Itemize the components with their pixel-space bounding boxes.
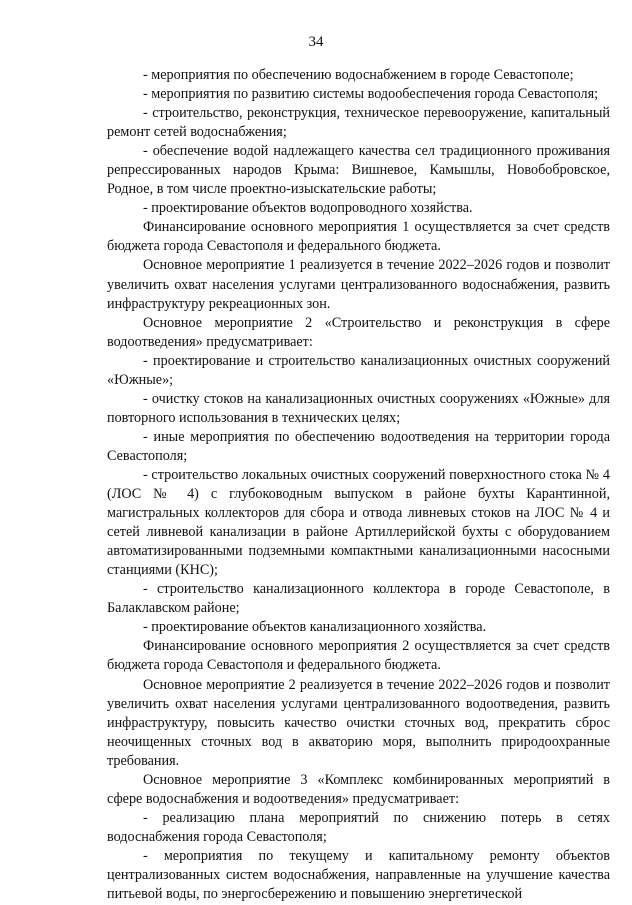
list-item: - мероприятия по обеспечению водоснабжением в городе Севастополе; — [143, 67, 574, 83]
document-body — [107, 66, 610, 904]
list-item: - реализацию плана мероприятий по снижению потерь в сетях водоснабжения города Севастополя; — [107, 809, 610, 845]
list-item: - строительство канализационного коллектора в городе Севастополе, в Балаклавском районе; — [107, 581, 610, 617]
paragraph: Основное мероприятие 1 реализуется в течение 2022–2026 годов и позволит увеличить охват населения услугами централизованного водоснабжения, развить инфраструктуру рекреационных зон. — [107, 257, 610, 312]
list-item: - очистку стоков на канализационных очистных сооружениях «Южные» для повторного использования в технических целях; — [107, 390, 610, 426]
page-number: 34 — [308, 34, 324, 50]
paragraph: Основное мероприятие 2 «Строительство и реконструкция в сфере водоотведения» предусматривает: — [107, 314, 610, 350]
list-item: - строительство локальных очистных сооружений поверхностного стока № 4 (ЛОС № 4) с глубоководным выпуском в районе бухты Карантинной, магистральных коллекторов для сбора и отвода ливневых стоков на ЛОС № 4 и сетей ливневой канализации в районе Артиллерийской бухты с оборудованием автоматизированными подземными компактными канализационными насосными станциями (КНС); — [107, 466, 610, 579]
list-item: - проектирование и строительство канализационных очистных сооружений «Южные»; — [107, 352, 610, 388]
paragraph: Основное мероприятие 3 «Комплекс комбинированных мероприятий в сфере водоснабжения и водоотведения» предусматривает: — [107, 771, 610, 807]
paragraph: Финансирование основного мероприятия 1 осуществляется за счет средств бюджета города Севастополя и федерального бюджета. — [107, 219, 610, 255]
paragraph: Основное мероприятие 2 реализуется в течение 2022–2026 годов и позволит увеличить охват населения услугами централизованного водоотведения, развить инфраструктуру, повысить качество очистки сточных вод, прекратить сброс неочищенных сточных вод в акваторию моря, выполнить природоохранные требования. — [107, 676, 610, 769]
list-item: - строительство, реконструкция, техническое перевооружение, капитальный ремонт сетей водоснабжения; — [107, 105, 610, 141]
list-item: - проектирование объектов канализационного хозяйства. — [143, 619, 487, 636]
list-item: - иные мероприятия по обеспечению водоотведения на территории города Севастополя; — [107, 428, 610, 464]
list-item: - проектирование объектов водопроводного хозяйства. — [143, 200, 473, 217]
list-item: - мероприятия по текущему и капитальному ремонту объектов централизованных систем водоснабжения, направленные на улучшение качества питьевой воды, по энергосбережению и повышению энергетической — [107, 847, 610, 903]
list-item: - мероприятия по развитию системы водообеспечения города Севастополя; — [143, 86, 599, 103]
paragraph: Финансирование основного мероприятия 2 осуществляется за счет средств бюджета города Севастополя и федерального бюджета. — [107, 638, 610, 674]
list-item: - обеспечение водой надлежащего качества сел традиционного проживания репрессированных народов Крыма: Вишневое, Камышлы, Новобобровское, Родное, в том числе проектно-изыскательские работы; — [107, 143, 610, 198]
